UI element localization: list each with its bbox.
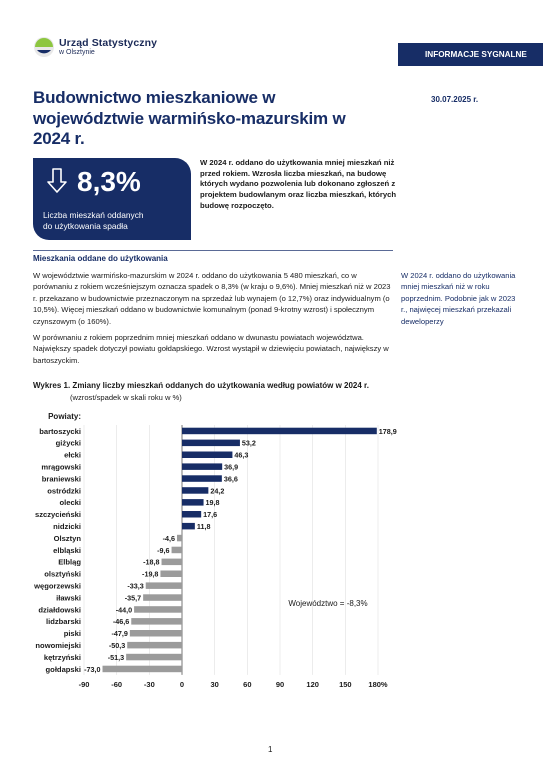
logo-icon	[33, 36, 55, 58]
category-label: lidzbarski	[45, 617, 81, 627]
category-label: olsztyński	[44, 569, 81, 579]
bar	[182, 452, 232, 459]
value-label: -51,3	[107, 652, 125, 662]
x-tick-label: 120	[306, 679, 319, 689]
bar	[172, 547, 182, 554]
kpi-caption-line1: Liczba mieszkań oddanych	[43, 210, 144, 220]
category-label: węgorzewski	[34, 581, 81, 591]
logo-name: Urząd Statystyczny	[59, 36, 158, 49]
category-label: piski	[63, 629, 81, 639]
category-label: braniewski	[41, 474, 81, 484]
x-tick-label: 180%	[368, 679, 388, 689]
bar	[134, 606, 182, 613]
bar-chart	[0, 405, 543, 695]
section-divider	[33, 250, 393, 251]
bar	[127, 642, 182, 649]
value-label: 53,2	[241, 438, 256, 448]
value-label: -73,0	[84, 664, 101, 674]
bar	[143, 594, 182, 601]
category-label: iławski	[56, 593, 81, 603]
x-tick-label: -30	[143, 679, 155, 689]
bar	[162, 559, 182, 566]
category-label: elbląski	[53, 545, 81, 555]
value-label: 36,9	[224, 462, 239, 472]
category-label: Elbląg	[58, 557, 81, 567]
x-tick-label: 150	[339, 679, 352, 689]
category-label: kętrzyński	[43, 652, 81, 662]
bar	[182, 499, 204, 506]
category-header: Powiaty:	[48, 412, 81, 421]
value-label: 11,8	[196, 521, 211, 531]
bar	[146, 582, 182, 589]
logo-subname: w Olsztynie	[59, 48, 95, 56]
arrow-down-icon	[46, 168, 68, 194]
kpi-caption-line2: do użytkowania spadła	[43, 221, 128, 232]
paragraph-1: W województwie warmińsko-mazurskim w 2024 r. oddano do użytkowania 5 480 mieszkań, co w porównaniu z rokiem wcześniejszym oznacza spadek o 8,3% (w kraju o 9,6%). Mniej mieszkań niż w 2023 r. przekazano w budownictwie przeznaczonym na sprzedaż lub wynajem (o 12,7%) oraz indywidualnym (o 10,5%). Więcej mieszkań oddano w budownictwie komunalnym (ponad 9-krotny wzrost) i społecznym czynszowym (o 160%).	[33, 271, 391, 326]
x-tick-label: 90	[275, 679, 285, 689]
value-label: -50,3	[108, 640, 126, 650]
category-label: nidzicki	[53, 521, 81, 531]
value-label: -9,6	[157, 545, 170, 555]
category-label: mrągowski	[41, 462, 81, 472]
category-label: olecki	[59, 498, 81, 508]
value-label: -19,8	[142, 569, 159, 579]
value-label: -33,3	[127, 581, 144, 591]
bar	[182, 440, 240, 447]
intro-summary: W 2024 r. oddano do użytkowania mniej mieszkań niż przed rokiem. Wzrosła liczba mieszkań, na budowę których wydano pozwolenia lub dokonano zgłoszeń z projektem budowlanym oraz liczba mieszkań, których budowę rozpoczęto.	[200, 158, 397, 210]
value-label: -18,8	[143, 557, 160, 567]
value-label: -47,9	[111, 629, 128, 639]
bar	[182, 475, 222, 482]
page-number: 1	[268, 745, 273, 754]
bar	[177, 535, 182, 542]
figure-title: Wykres 1. Zmiany liczby mieszkań oddanych do użytkowania według powiatów w 2024 r.	[33, 381, 369, 390]
figure-subtitle: (wzrost/spadek w skali roku w %)	[70, 393, 182, 402]
page-title: Budownictwo mieszkaniowe w województwie warmińsko-mazurskim w 2024 r.	[33, 88, 346, 149]
section-heading: Mieszkania oddane do użytkowania	[33, 254, 168, 263]
chart-annotation: Województwo = -8,3%	[288, 599, 368, 608]
value-label: -44,0	[115, 605, 133, 615]
bar	[182, 523, 195, 530]
kpi-box	[33, 158, 191, 240]
category-label: bartoszycki	[39, 426, 81, 436]
bar	[182, 463, 222, 470]
bar	[182, 511, 201, 518]
x-tick-label: 30	[210, 679, 219, 689]
value-label: 36,6	[223, 474, 238, 484]
publication-type-banner: INFORMACJE SYGNALNE	[398, 43, 543, 66]
x-tick-label: 0	[179, 679, 185, 689]
category-label: działdowski	[38, 605, 81, 615]
bar	[182, 487, 208, 494]
bar	[130, 630, 182, 637]
category-label: nowomiejski	[35, 640, 81, 650]
category-label: ostródzki	[47, 486, 81, 496]
value-label: 19,8	[205, 498, 220, 508]
kpi-caption	[43, 210, 188, 233]
value-label: 178,9	[378, 426, 397, 436]
value-label: 46,3	[234, 450, 249, 460]
category-label: szczycieński	[34, 510, 81, 520]
kpi-value: 8,3%	[77, 166, 141, 197]
value-label: -46,6	[112, 617, 130, 627]
category-label: gołdapski	[45, 664, 81, 674]
category-label: Olsztyn	[53, 533, 81, 543]
category-label: ełcki	[64, 450, 81, 460]
x-tick-label: -60	[111, 679, 123, 689]
x-tick-label: 60	[243, 679, 252, 689]
bar	[131, 618, 182, 625]
value-label: -4,6	[162, 533, 175, 543]
paragraph-2: W porównaniu z rokiem poprzednim mniej mieszkań oddano w dwunastu powiatach województwa. Największy spadek dotyczył powiatu gołdapskiego. Wzrost wystąpił w dziewięciu powiatach, największy w bartoszyckim.	[33, 333, 389, 365]
logo	[33, 36, 157, 58]
publication-date: 30.07.2025 r.	[431, 95, 479, 104]
bar	[103, 666, 182, 673]
value-label: 24,2	[210, 486, 225, 496]
value-label: -35,7	[124, 593, 142, 603]
value-label: 17,6	[203, 510, 218, 520]
sidenote: W 2024 r. oddano do użytkowania mniej mieszkań niż w roku poprzednim. Podobnie jak w 2023 r., najwięcej mieszkań przekazali deweloperzy	[401, 271, 516, 326]
category-label: giżycki	[55, 438, 81, 448]
bar	[126, 654, 182, 661]
bar	[160, 571, 182, 578]
x-tick-label: -90	[78, 679, 90, 689]
bar	[182, 428, 377, 435]
